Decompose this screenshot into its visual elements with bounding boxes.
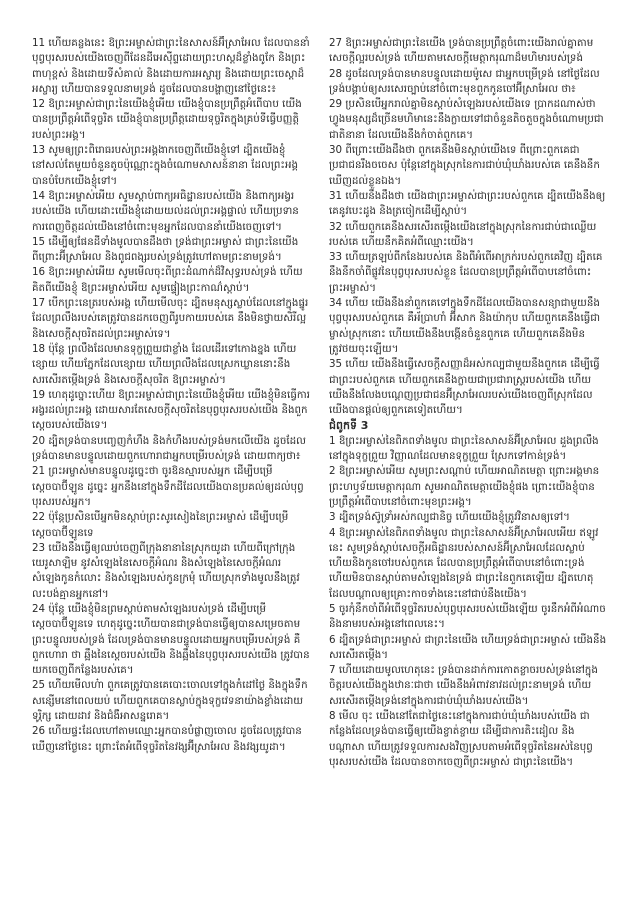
verse-paragraph: 15 ដើម្បីឲ្យផែនដីទាំងមូលបានដឹងថា ទ្រង់ជាព្រះអម្ចាស់ ជាព្រះនៃយើង ពីព្រោះអ៊ីស្រាអែល និងពូជពង្សរបស់ទ្រង់ត្រូវហៅតាមព្រះនាមទ្រង់។ bbox=[32, 235, 299, 264]
verse-paragraph: 27 ឱព្រះអម្ចាស់ជាព្រះនៃយើង ទ្រង់បានប្រព្រឹត្តចំពោះយើងរាល់គ្នាតាមសេចក្តីល្អរបស់ទ្រង់ ហើយតាមសេចក្តីមេត្តាករុណាដ៏មហិមារបស់ទ្រង់ bbox=[329, 37, 594, 65]
verse-paragraph: 11 ហើយគន្លងនេះ ឱព្រះអម្ចាស់ជាព្រះនៃសាសន៍អ៊ីស្រាអែល ដែលបាននាំបុព្វបុរសរបស់យើងចេញពីដែនដីអេស៊ីព្ទដោយព្រះហស្តដ៏ខ្លាំងពូកែ និងព្រះពាហុខ្ពស់ និងដោយទីសំគាល់ និងដោយការអស្ចារ្យ និងដោយព្រះចេស្តាដ៏អស្ចារ្យ ហើយបានទទួលនាមទ្រង់ ដូចដែលបានបង្ហាញនៅថ្ងៃនេះ៖ bbox=[32, 37, 310, 95]
chapter-heading: ជំពូកទី 3 bbox=[329, 419, 369, 433]
verse-paragraph: 24 ប៉ុន្តែ យើងខ្ញុំមិនព្រមស្តាប់តាមសំឡេងរបស់ទ្រង់ ដើម្បីបម្រើស្តេចបាប៊ីឡូនទេ ហេតុដូច្នេះហើយបានជាទ្រង់បានធ្វើឲ្យបានសម្រេចតាមព្រះបន្ទូលរបស់ទ្រង់ ដែលទ្រង់បានមានបន្ទូលដោយអ្នកបម្រើរបស់ទ្រង់ គឺពួកហោរា ថា ឆ្អឹងនៃស្តេចរបស់យើង និងឆ្អឹងនៃបុព្វបុរសរបស់យើង ត្រូវបានយកចេញពីកន្លែងរបស់គេ។ bbox=[32, 602, 310, 677]
verse-paragraph: 33 ហើយត្រឡប់ពីកនែងរបស់គេ និងពីអំពើអាក្រក់របស់ពួកគេវិញ ដ្បិតគេនឹងនឹកចាំពីផ្លូវនៃបុព្វបុរសរបស់ខ្លួន ដែលបានប្រព្រឹត្តអំពើបាបនៅចំពោះព្រះអម្ចាស់។ bbox=[329, 251, 603, 294]
verse-paragraph: 13 សូមឲ្យព្រះពិរោធរបស់ព្រះអង្គងាកចេញពីយើងខ្ញុំទៅ ដ្បិតយើងខ្ញុំនៅសល់តែមួយចំនួនតូចប៉ុណ្ណោះក្នុងចំណោមសាសន៍នានា ដែលព្រះអង្គបានបំបែកយើងខ្ញុំទៅ។ bbox=[32, 144, 299, 187]
verse-paragraph: 32 ហើយពួកគេនឹងសរសើរតម្កើងយើងនៅក្នុងស្រុកនៃការជាប់ជាឈ្លើយរបស់គេ ហើយនឹកគិតអំពីឈ្មោះយើង។ bbox=[329, 220, 597, 248]
verse-paragraph: 31 ហើយនឹងដឹងថា យើងជាព្រះអម្ចាស់ជាព្រះរបស់ពួកគេ ដ្បិតយើងនឹងឲ្យគេនូវបេះដូង និងត្រចៀកដើម្បីស្តាប់។ bbox=[329, 189, 606, 218]
verse-paragraph: 3 ដ្បិតទ្រង់ស៊ូទ្រាំអស់កល្បជានិច្ច ហើយយើងខ្ញុំត្រូវវិនាសឲ្យទៅ។ bbox=[329, 511, 570, 524]
right-column-verses bbox=[329, 36, 608, 418]
verse-paragraph: 16 ឱព្រះអម្ចាស់អើយ សូមមើលចុះពីព្រះដំណាក់ដ៏វិសុទ្ធរបស់ទ្រង់ ហើយគិតពីយើងខ្ញុំ ឱព្រះអម្ចាស់អើយ សូមផ្ទៀងព្រះកាណ៌ស្តាប់។ bbox=[32, 266, 303, 294]
verse-paragraph: 12 ឱព្រះអម្ចាស់ជាព្រះនៃយើងខ្ញុំអើយ យើងខ្ញុំបានប្រព្រឹត្តអំពើបាប យើងបានប្រព្រឹត្តអំពើទុច្ចរិត យើងខ្ញុំបានប្រព្រឹត្តដោយទុច្ចរិតក្នុងគ្រប់ទីធ្វើបញ្ញត្តិរបស់ព្រះអង្គ។ bbox=[32, 98, 302, 141]
right-text-column bbox=[329, 36, 608, 876]
chapter-verses bbox=[329, 434, 608, 771]
document-page bbox=[32, 36, 608, 876]
verse-paragraph: 30 ពីព្រោះយើងដឹងថា ពួកគេនឹងមិនស្តាប់យើងទេ ពីព្រោះពួកគេជាប្រជាជនរឹងចចេស ប៉ុន្តែនៅក្នុងស្រុកនៃការជាប់ឃុំឃាំងរបស់គេ គេនឹងនឹកឃើញដល់ខ្លួនឯង។ bbox=[329, 144, 600, 187]
verse-paragraph: 21 ព្រះអម្ចាស់មានបន្ទូលដូច្នេះថា ចូរឱនស្មារបស់អ្នក ដើម្បីបម្រើស្តេចបាប៊ីឡូន ដូច្នេះ អ្នកនឹងនៅក្នុងទឹកដីដែលយើងបានប្រគល់ឲ្យដល់បុព្វបុរសរបស់អ្នក។ bbox=[32, 465, 304, 508]
verse-paragraph: 34 ហើយ យើងនឹងនាំពួកគេទៅក្នុងទឹកដីដែលយើងបានសន្យាជាមួយនឹងបុព្វបុរសរបស់ពួកគេ គឺអ័ប្រាហាំ អ៊ីសាក និងយ៉ាកុប ហើយពួកគេនឹងធ្វើជាម្ចាស់ស្រុកនោះ ហើយយើងនឹងបង្កើនចំនួនពួកគេ ហើយពួកគេនឹងមិនត្រូវថយចុះឡើយ។ bbox=[329, 297, 601, 355]
verse-paragraph: 5 ចូរកុំនឹកចាំពីអំពើទុច្ចរិតរបស់បុព្វបុរសរបស់យើងឡើយ ចូរនឹកអំពីអំណាច និងនាមរបស់អង្គនៅពេលនេះ។ bbox=[329, 602, 606, 631]
verse-paragraph: 25 ហើយមើលហ៎ា ពួកគេត្រូវបានគេបោះចោលទៅក្នុងកំដៅថ្ងៃ និងក្នុងទឹកសន្សើមនៅពេលយប់ ហើយពួកគេបានស្លាប់ក្នុងទុក្ខវេទនាយ៉ាងខ្លាំងដោយទុរ្ភិក្ស ដោយដាវ និងជំងឺអាសន្នរោគ។ bbox=[32, 679, 308, 723]
verse-paragraph: 18 ប៉ុន្តែ ព្រលឹងដែលមានទុក្ខព្រួយជាខ្លាំង ដែលដើរទៅកោងខ្នង ហើយខ្សោយ ហើយភ្នែកដែលខ្សោយ ហើយព្រលឹងដែលស្រេកឃ្លាននោះនឹងសរសើរតម្កើងទ្រង់ និងសេចក្តីសុចរិត ឱព្រះអម្ចាស់។ bbox=[32, 342, 297, 386]
verse-paragraph: 1 ឱព្រះអម្ចាស់នៃពិភពទាំងមូល ជាព្រះនៃសាសន៍អ៊ីស្រាអែល ដួងព្រលឹងនៅក្នុងទុក្ខព្រួយ វិញ្ញាណដែលមានទុក្ខព្រួយ ស្រែកទៅកាន់ទ្រង់។ bbox=[329, 434, 599, 463]
verse-paragraph: 4 ឱព្រះអម្ចាស់នៃពិភពទាំងមូល ជាព្រះនៃសាសន៍អ៊ីស្រាអែលអើយ ឥឡូវនេះ សូមទ្រង់ស្តាប់សេចក្តីអធិដ្ឋានរបស់សាសន៍អ៊ីស្រាអែលដែលស្លាប់ ហើយនិងកូនចៅរបស់ពួកគេ ដែលបានប្រព្រឹត្តអំពើបាបនៅចំពោះទ្រង់ ហើយមិនបានស្តាប់តាមសំឡេងនៃទ្រង់ ជាព្រះនៃពួកគេឡើយ ដ្បិតហេតុដែលបណ្តាលឲ្យគ្រោះកាចទាំងនេះនៅជាប់នឹងយើង។ bbox=[329, 526, 599, 600]
verse-paragraph: 17 បើកព្រះនេត្ររបស់អង្គ ហើយមើលចុះ ដ្បិតមនុស្សស្លាប់ដែលនៅក្នុងផ្នូរ ដែលព្រលឹងរបស់គេត្រូវបានដកចេញពីរូបកាយរបស់គេ នឹងមិនថ្វាយសិរីល្អ និងសេចក្តីសុចរិតដល់ព្រះអម្ចាស់ទេ។ bbox=[32, 297, 309, 340]
verse-paragraph: 20 ដ្បិតទ្រង់បានបញ្ចេញកំហឹង និងកំហឹងរបស់ទ្រង់មកលើយើង ដូចដែលទ្រង់បានមានបន្ទូលដោយពួកហោរាជាអ្នកបម្រើរបស់ទ្រង់ ដោយពាក្យថា៖ bbox=[32, 434, 306, 463]
verse-paragraph: 8 មើល ចុះ យើងនៅតែជាថ្ងៃនេះនៅក្នុងការជាប់ឃុំឃាំងរបស់យើង ជាកន្លែងដែលទ្រង់បានធ្វើឲ្យយើងខ្ចាត់ខ្ចាយ ដើម្បីជាការតិះដៀល និងបណ្តាសា ហើយត្រូវទទួលការសងវិញស្របតាមអំពើទុច្ចរិតនៃអស់នៃបុព្វបុរសរបស់យើង ដែលបានចាកចេញពីព្រះអម្ចាស់ ជាព្រះនៃយើង។ bbox=[329, 710, 593, 768]
verse-paragraph: 14 ឱព្រះអម្ចាស់អើយ សូមស្តាប់ពាក្យអធិដ្ឋានរបស់យើង និងពាក្យអង្វររបស់យើង ហើយដោះយើងខ្ញុំដោយយល់ដល់ព្រះអង្គផ្ទាល់ ហើយប្រទានការពេញចិត្តដល់យើងនៅចំពោះមុខអ្នកដែលបាននាំយើងចេញទៅ។ bbox=[32, 189, 299, 233]
verse-paragraph: 26 ហើយផ្ទះដែលហៅតាមឈ្មោះអ្នកបានបំផ្លាញចោល ដូចដែលត្រូវបានឃើញនៅថ្ងៃនេះ ព្រោះតែអំពើទុច្ចរិតនៃវង្សអ៊ីស្រាអែល និងវង្សយូដា។ bbox=[32, 725, 302, 753]
verse-paragraph: 19 ហេតុដូច្នោះហើយ ឱព្រះអម្ចាស់ជាព្រះនៃយើងខ្ញុំអើយ យើងខ្ញុំមិនធ្វើការអង្វរដល់ព្រះអង្គ ដោយសារតែសេចក្តីសុចរិតនៃបុព្វបុរសរបស់យើង និងពួកស្តេចរបស់យើងទេ។ bbox=[32, 388, 310, 432]
verse-paragraph: 28 ដូចដែលទ្រង់បានមានបន្ទូលដោយម៉ូសេ ជាអ្នកបម្រើទ្រង់ នៅថ្ងៃដែលទ្រង់បង្គាប់ឲ្យសរសេរច្បាប់នៅចំពោះមុខពួកកូនចៅអ៊ីស្រាអែល ថា៖ bbox=[329, 67, 600, 95]
verse-paragraph: 35 ហើយ យើងនឹងធ្វើសេចក្តីសញ្ញាដ៏អស់កល្បជាមួយនឹងពួកគេ ដើម្បីធ្វើជាព្រះរបស់ពួកគេ ហើយពួកគេនឹងក្លាយជាប្រជារាស្ត្ររបស់យើង ហើយយើងនឹងលែងបណ្តេញប្រជាជនអ៊ីស្រាអែលរបស់យើងចេញពីស្រុកដែលយើងបានផ្តល់ឲ្យពួកគេទៀតហើយ។ bbox=[329, 358, 600, 417]
verse-paragraph: 2 ឱព្រះអម្ចាស់អើយ សូមព្រះសណ្តាប់ ហើយអាណិតមេត្តា ព្រោះអង្គមានព្រះហឫទ័យមេត្តាករុណា សូមអាណិតមេត្តាយើងខ្ញុំផង ព្រោះយើងខ្ញុំបានប្រព្រឹត្តអំពើបាបនៅចំពោះមុខព្រះអង្គ។ bbox=[329, 465, 600, 508]
verse-paragraph: 22 ប៉ុន្តែប្រសិនបើអ្នកមិនស្តាប់ព្រះសូរសៀងនៃព្រះអម្ចាស់ ដើម្បីបម្រើស្តេចបាប៊ីឡូនទេ bbox=[32, 511, 289, 539]
verse-paragraph: 29 ប្រសិនបើអ្នករាល់គ្នាមិនស្តាប់សំឡេងរបស់យើងទេ ប្រាកដណាស់ថាហ្វូងមនុស្សដ៏ច្រើនមហិមានេះនឹងក្លាយទៅជាចំនួនតិចតួចក្នុងចំណោមប្រជាជាតិនានា ដែលយើងនឹងកំចាត់ពួកគេ។ bbox=[329, 98, 604, 141]
verse-paragraph: 7 ហើយដោយមូលហេតុនេះ ទ្រង់បានដាក់ការកោតខ្លាចរបស់ទ្រង់នៅក្នុងចិត្តរបស់យើងក្នុងឋានៈជាថា យើងនឹងអំពាវនាវដល់ព្រះនាមទ្រង់ ហើយសរសើរតម្កើងទ្រង់នៅក្នុងការជាប់ឃុំឃាំងរបស់យើង។ bbox=[329, 664, 598, 707]
verse-paragraph: 6 ដ្បិតទ្រង់ជាព្រះអម្ចាស់ ជាព្រះនៃយើង ហើយទ្រង់ជាព្រះអម្ចាស់ យើងនឹងសរសើរតម្កើង។ bbox=[329, 633, 607, 661]
verse-paragraph: 23 យើងនឹងធ្វើឲ្យឈប់ចេញពីក្រុងនានានៃស្រុកយូដា ហើយពីក្រៅក្រុងយេរូសាឡិម នូវសំឡេងនៃសេចក្តីអំណរ និងសំឡេងនៃសេចក្តីអំណរ សំឡេងកូនកំលោះ និងសំឡេងរបស់កូនក្រមុំ ហើយស្រុកទាំងមូលនឹងត្រូវលះបង់គ្មានអ្នកនៅ។ bbox=[32, 541, 300, 600]
left-text-column bbox=[32, 36, 311, 876]
